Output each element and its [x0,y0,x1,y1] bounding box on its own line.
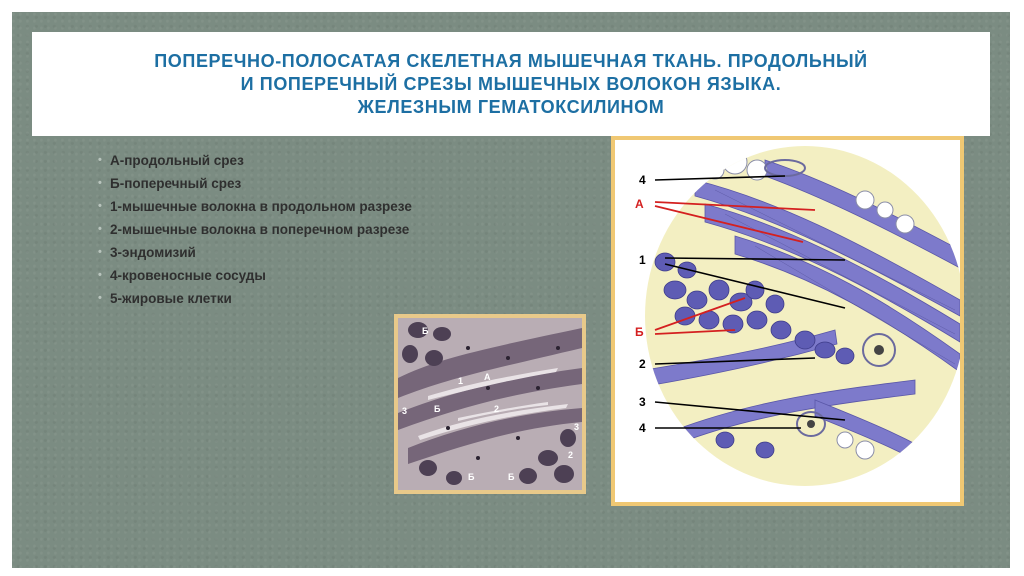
drawing-label-a: А [635,197,644,211]
slide-title [154,50,867,119]
legend-item: • А-продольный срез [100,152,460,169]
drawing-label-2: 2 [639,357,646,371]
legend-item: • 5-жировые клетки [100,290,460,307]
drawing-label-3: 3 [639,395,646,409]
legend-item: • Б-поперечный срез [100,175,460,192]
title-line-3: ЖЕЛЕЗНЫМ ГЕМАТОКСИЛИНОМ [357,96,665,117]
drawing-label-4-top: 4 [639,173,646,187]
photo-label-2-right: 2 [568,450,574,460]
photo-label-1: 1 [458,376,464,386]
photo-label-b-left: Б [434,404,441,414]
legend-item: • 1-мышечные волокна в продольном разрезе [100,198,460,215]
drawing-image [615,140,960,502]
legend-item: • 4-кровеносные сосуды [100,267,460,284]
photo-label-3-left: 3 [402,406,408,416]
micrograph-photo [394,314,586,494]
drawing-label-4-bottom: 4 [639,421,646,435]
drawing-label-b: Б [635,325,644,339]
photo-label-b-bottom-2: Б [508,472,515,482]
title-line-1: ПОПЕРЕЧНО-ПОЛОСАТАЯ СКЕЛЕТНАЯ МЫШЕЧНАЯ ТКАНЬ. ПРОДОЛЬНЫЙ [154,50,868,71]
legend-item: • 2-мышечные волокна в поперечном разрезе [100,221,460,238]
title-line-2: И ПОПЕРЕЧНЫЙ СРЕЗЫ МЫШЕЧНЫХ ВОЛОКОН ЯЗЫКА. [240,73,782,94]
photo-label-2: 2 [494,404,500,414]
legend-list [100,152,460,313]
drawing-label-1: 1 [639,253,646,267]
photo-label-b-bottom: Б [468,472,475,482]
micrograph-image [398,318,582,490]
photo-label-3-right: 3 [574,422,580,432]
title-box [32,32,990,136]
photo-label-a: А [484,372,491,382]
legend-item: • 3-эндомизий [100,244,460,261]
histology-drawing [611,136,964,506]
photo-label-b-top: Б [422,326,429,336]
